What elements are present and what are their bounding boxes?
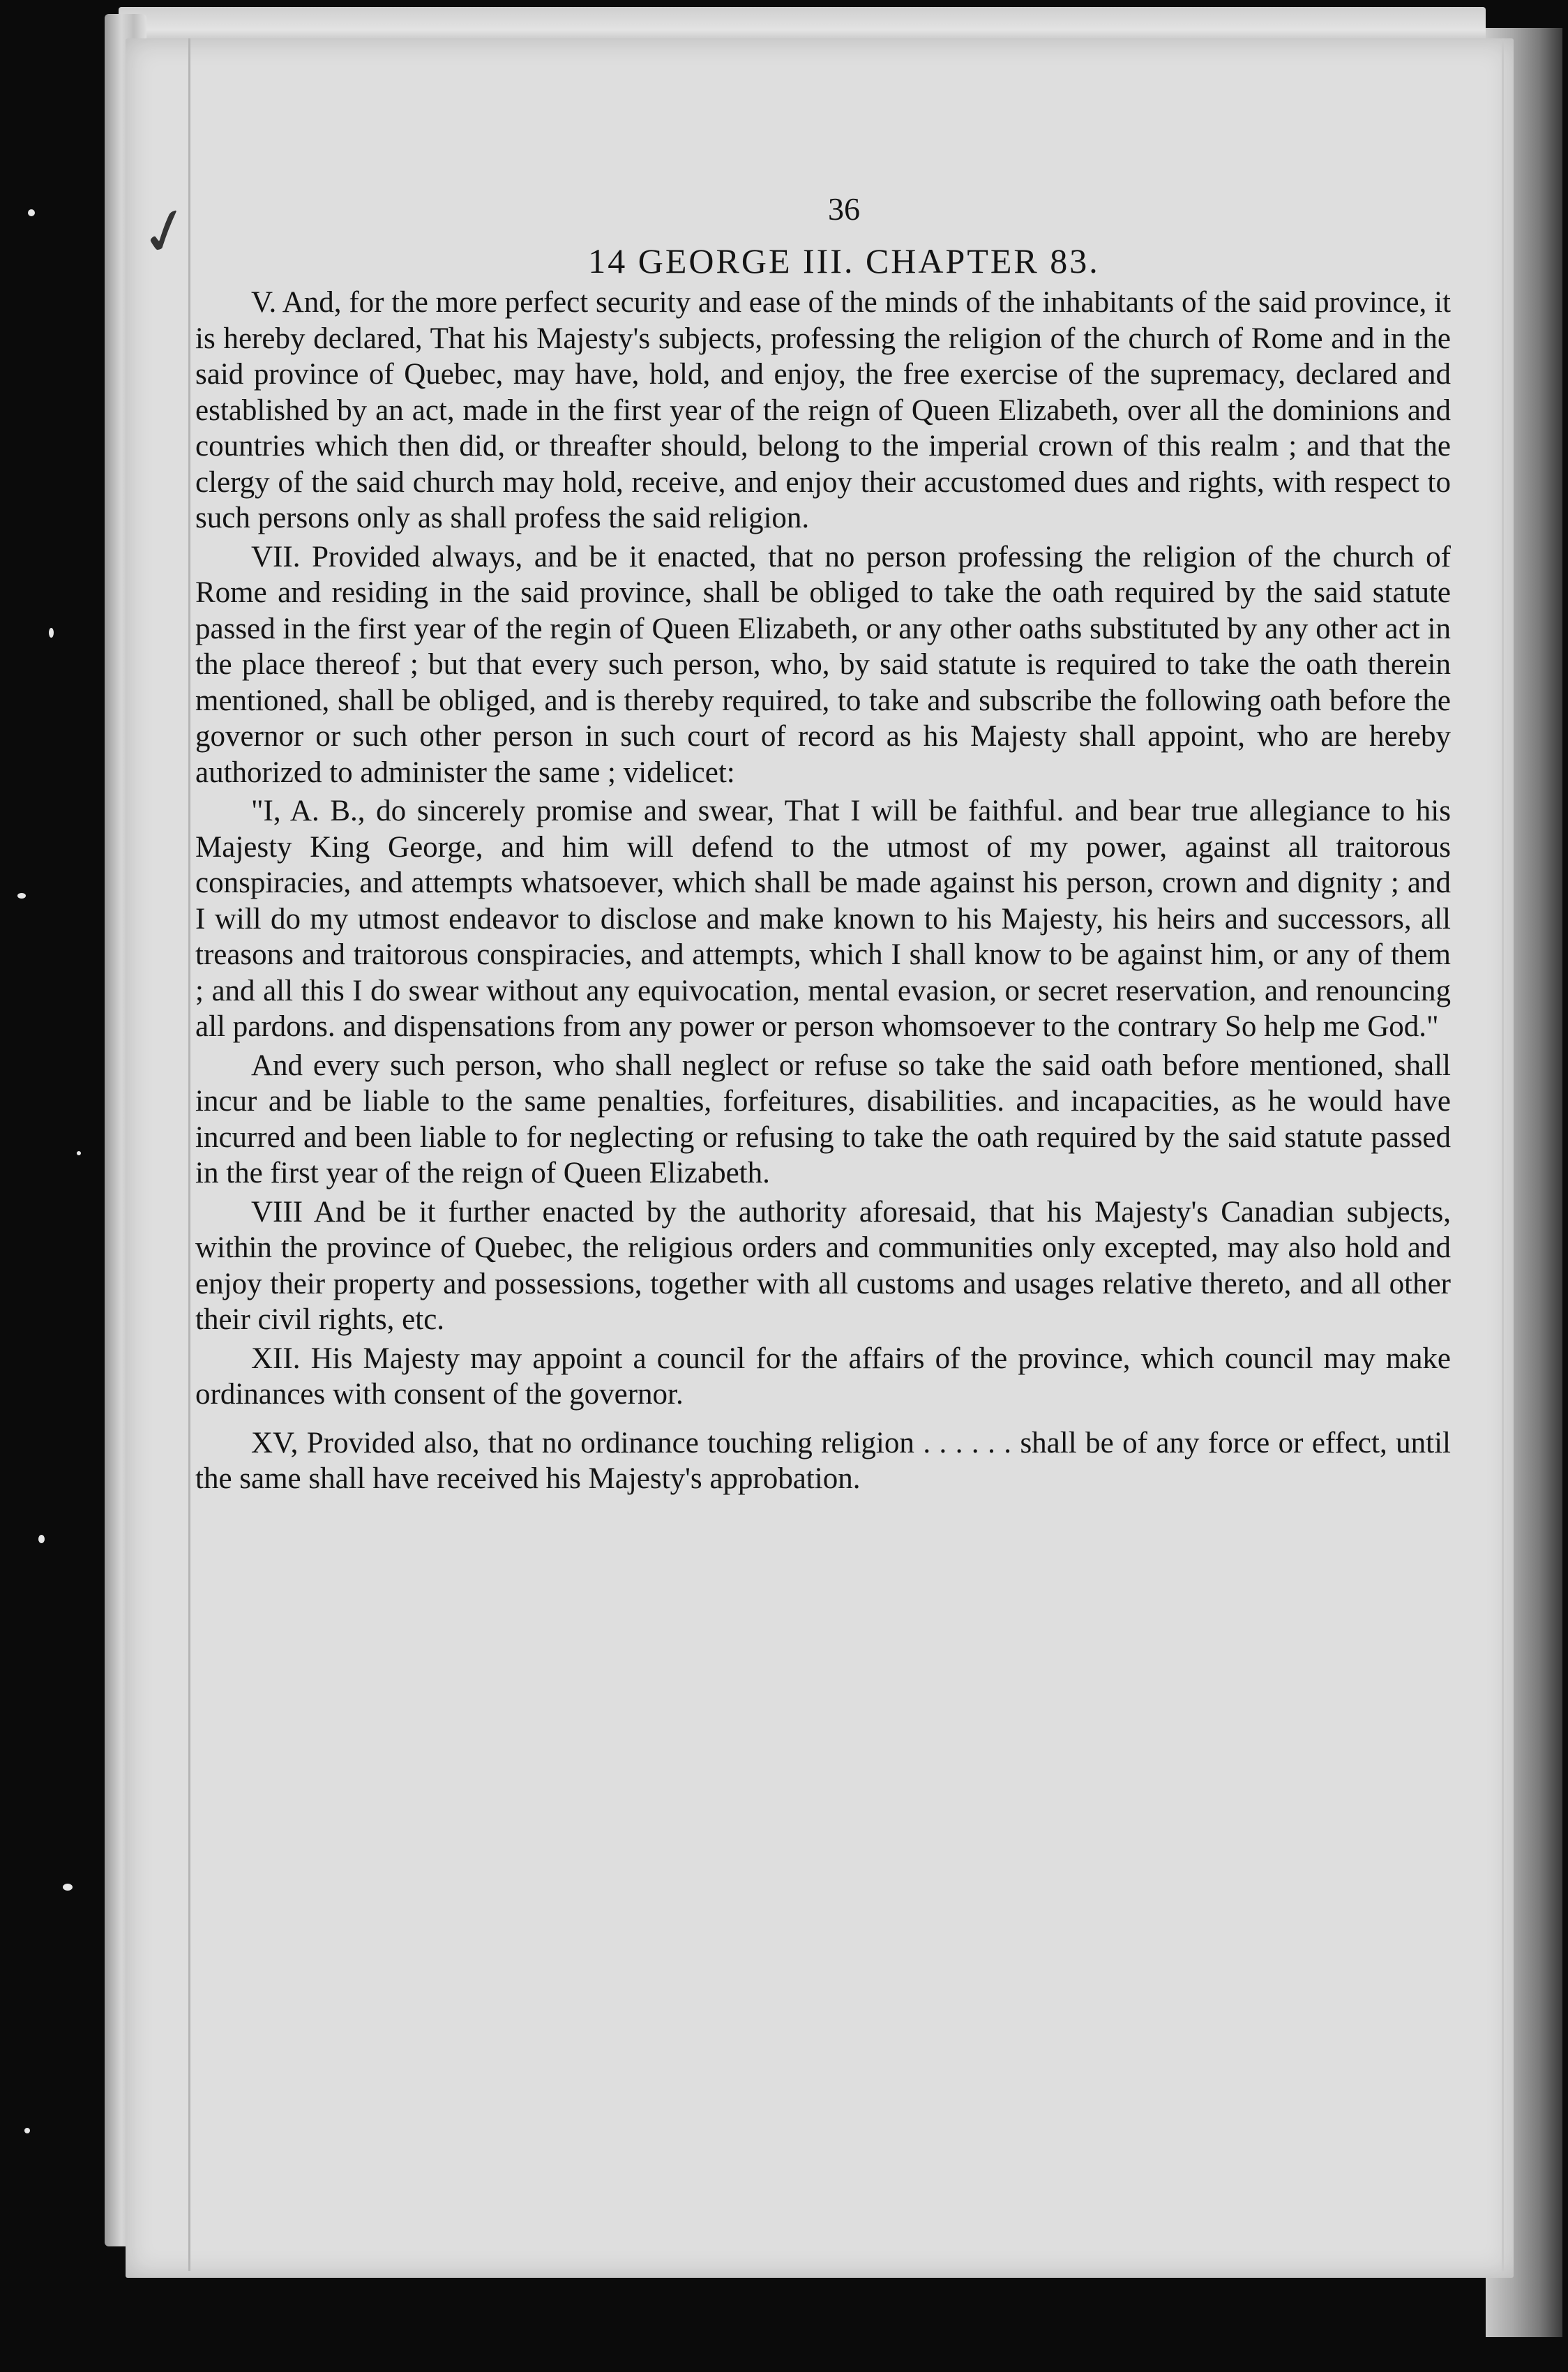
section-vii-paragraph: VII. Provided always, and be it enacted, that no person professing the religion of the church of Rome and residing in the said province, shall be obliged to take the oath required by the said statute passed in the first year of the regin of Queen Elizabeth, or any other oaths substituted by any other act in the place thereof ; but that every such person, who, by said statute is required to take the oath therein mentioned, shall be obliged, and is thereby required, to take and subscribe the following oath before the governor or such other person in such court of record as his Majesty shall appoint, who are hereby authorized to administer the same ; videlicet: [195,540,1451,789]
page-text [195,188,1451,1500]
section-viii-paragraph: VIII And be it further enacted by the authority aforesaid, that his Majesty's Canadian subjects, within the province of Quebec, the religious orders and communities only excepted, may also hold and enjoy their property and possessions, together with all customs and usages relative thereto, and all other their civil rights, etc. [195,1195,1451,1336]
section-v-paragraph: V. And, for the more perfect security and ease of the minds of the inhabitants of the said province, it is hereby declared, That his Majesty's subjects, professing the religion of the church of Rome and in the said province of Quebec, may have, hold, and enjoy, the free exercise of the supremacy, declared and established by an act, made in the first year of the reign of Queen Elizabeth, over all the dominions and countries which then did, or threafter should, belong to the imperial crown of this realm ; and that the clergy of the said church may hold, receive, and enjoy their accustomed dues and rights, with respect to such persons only as shall profess the said religion. [195,286,1451,534]
film-speck [63,1884,73,1891]
penalty-paragraph: And every such person, who shall neglect or refuse so take the said oath before mentioned, shall incur and be liable to the same penalties, forfeitures, disabilities. and incapacities, as he would have incurred and been liable to for neglecting or refusing to take the oath required by the said statute passed in the first year of the reign of Queen Elizabeth. [195,1049,1451,1189]
margin-check-mark: ✓ [130,190,201,274]
film-speck [24,2128,30,2133]
film-speck [77,1151,81,1155]
film-speck [17,893,26,899]
section-xv-paragraph: XV, Provided also, that no ordinance touching religion . . . . . . shall be of any force or effect, until the same shall have received his Majesty's approbation. [195,1426,1451,1495]
page-number: 36 [828,191,860,227]
film-speck [28,209,35,216]
film-speck [49,628,54,638]
section-xii-paragraph: XII. His Majesty may appoint a council for the affairs of the province, which council may make ordinances with consent of the governor. [195,1342,1451,1411]
page-heading: 14 GEORGE III. CHAPTER 83. [588,241,1100,280]
film-speck [38,1535,45,1543]
oath-paragraph: "I, A. B., do sincerely promise and swear, That I will be faithful. and bear true allegiance to his Majesty King George, and him will defend to the utmost of my power, against all traitorous conspiracies, and attempts whatsoever, which shall be made against his person, crown and dignity ; and I will do my utmost endeavor to disclose and make known to his Majesty, his heirs and successors, all treasons and traitorous conspiracies, and attempts, which I shall know to be against him, or any of them ; and all this I do swear without any equivocation, mental evasion, or secret reservation, and renouncing all pardons. and dispensations from any power or person whomsoever to the contrary So help me God." [195,795,1451,1043]
